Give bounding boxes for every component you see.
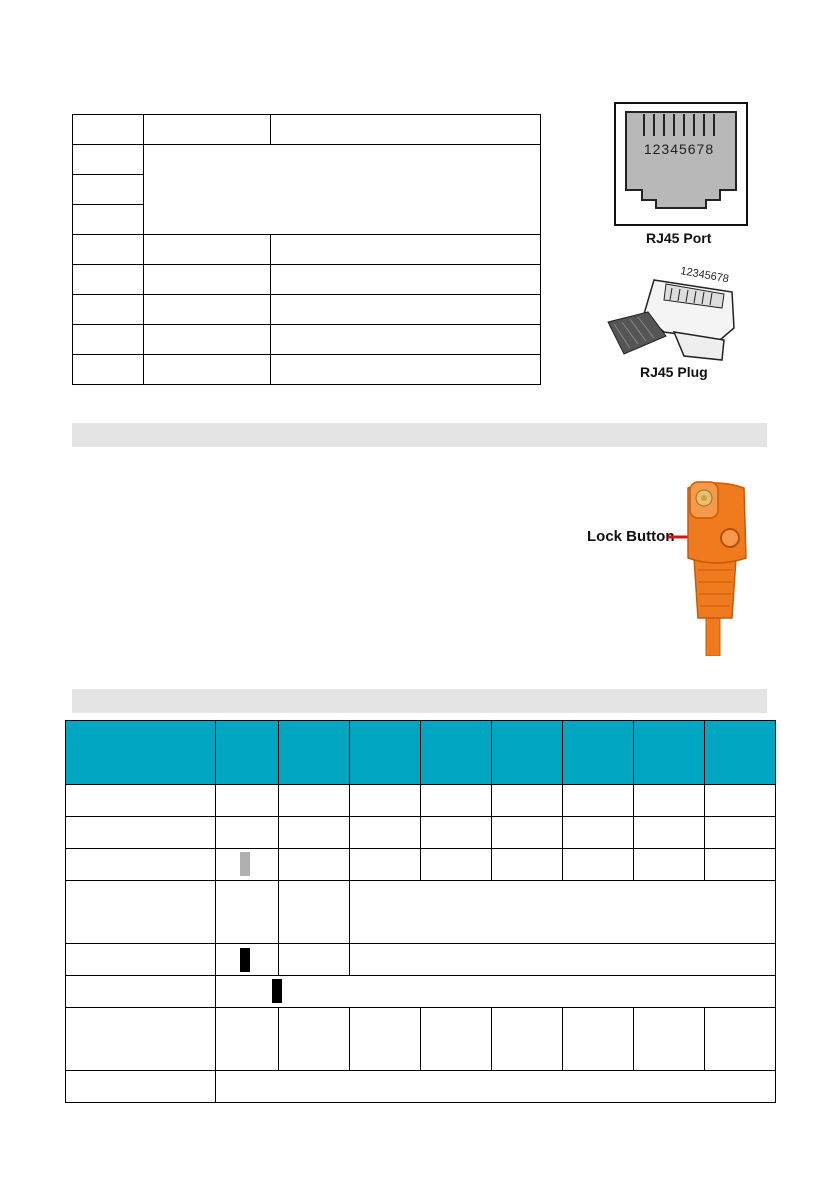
table-cell bbox=[73, 265, 144, 295]
table-cell bbox=[350, 1008, 421, 1071]
merged-cell bbox=[216, 976, 776, 1008]
header-cell bbox=[563, 721, 634, 785]
table-cell bbox=[279, 944, 350, 976]
table-cell bbox=[144, 265, 271, 295]
table-header-row bbox=[66, 721, 776, 785]
table-cell bbox=[279, 849, 350, 881]
table-cell bbox=[73, 235, 144, 265]
table-cell bbox=[216, 1008, 279, 1071]
table-cell bbox=[350, 785, 421, 817]
rj45-plug-drawing bbox=[604, 262, 754, 366]
header-cell bbox=[66, 721, 216, 785]
table-cell bbox=[66, 976, 216, 1008]
table-cell bbox=[421, 785, 492, 817]
header-cell bbox=[421, 721, 492, 785]
table-cell bbox=[73, 115, 144, 145]
table-cell bbox=[216, 849, 279, 881]
table-cell bbox=[73, 325, 144, 355]
table-cell bbox=[144, 295, 271, 325]
header-cell bbox=[705, 721, 776, 785]
table-cell bbox=[66, 1008, 216, 1071]
merged-cell bbox=[350, 944, 776, 976]
table-cell bbox=[705, 785, 776, 817]
table-cell bbox=[144, 355, 271, 385]
table-cell bbox=[216, 881, 279, 944]
lock-button-label: Lock Button bbox=[587, 528, 675, 545]
rj45-port-caption: RJ45 Port bbox=[646, 230, 712, 246]
table-cell bbox=[216, 785, 279, 817]
table-cell bbox=[73, 175, 144, 205]
table-row bbox=[66, 1071, 776, 1103]
table-cell bbox=[73, 205, 144, 235]
merged-cell bbox=[144, 145, 541, 235]
table-cell bbox=[705, 817, 776, 849]
table-row bbox=[66, 944, 776, 976]
table-cell bbox=[73, 295, 144, 325]
gray-marker bbox=[240, 852, 250, 876]
table-cell bbox=[271, 325, 541, 355]
table-cell bbox=[66, 1071, 216, 1103]
rj45-pin-table bbox=[72, 114, 541, 385]
table-cell bbox=[73, 145, 144, 175]
table-cell bbox=[279, 817, 350, 849]
table-cell bbox=[279, 785, 350, 817]
table-cell bbox=[66, 881, 216, 944]
table-cell bbox=[634, 785, 705, 817]
table-cell bbox=[216, 944, 279, 976]
rj45-port-icon bbox=[614, 102, 748, 226]
table-row bbox=[66, 817, 776, 849]
table-cell bbox=[73, 355, 144, 385]
connector-drawing bbox=[680, 478, 760, 656]
port-pin-numbers: 12345678 bbox=[643, 141, 715, 157]
table-cell bbox=[66, 849, 216, 881]
table-cell bbox=[421, 1008, 492, 1071]
table-cell bbox=[634, 1008, 705, 1071]
merged-cell bbox=[216, 1071, 776, 1103]
plug-pin-numbers: 12345678 bbox=[679, 265, 730, 286]
table-cell bbox=[271, 295, 541, 325]
table-cell bbox=[144, 115, 271, 145]
table-cell bbox=[271, 265, 541, 295]
table-cell bbox=[563, 817, 634, 849]
table-cell bbox=[66, 817, 216, 849]
table-cell bbox=[634, 817, 705, 849]
power-connector-icon bbox=[680, 478, 760, 656]
rj45-plug-icon bbox=[604, 262, 754, 366]
table-cell bbox=[271, 235, 541, 265]
table-cell bbox=[563, 785, 634, 817]
table-cell bbox=[66, 944, 216, 976]
spec-table bbox=[65, 720, 776, 1103]
table-cell bbox=[271, 355, 541, 385]
table-cell bbox=[421, 817, 492, 849]
table-cell bbox=[271, 115, 541, 145]
table-cell bbox=[705, 1008, 776, 1071]
black-marker bbox=[272, 979, 282, 1003]
section-header-bar bbox=[72, 423, 767, 447]
merged-cell bbox=[350, 881, 776, 944]
table-cell bbox=[66, 785, 216, 817]
header-cell bbox=[350, 721, 421, 785]
rj45-port-drawing bbox=[616, 104, 746, 224]
black-marker bbox=[240, 948, 250, 972]
table-row bbox=[66, 849, 776, 881]
table-cell bbox=[563, 849, 634, 881]
table-cell bbox=[216, 817, 279, 849]
table-cell bbox=[279, 1008, 350, 1071]
table-cell bbox=[144, 325, 271, 355]
section-header-bar bbox=[72, 689, 767, 713]
table-cell bbox=[492, 849, 563, 881]
table-cell bbox=[279, 881, 350, 944]
table-cell bbox=[350, 849, 421, 881]
table-cell bbox=[492, 1008, 563, 1071]
header-cell bbox=[279, 721, 350, 785]
table-cell bbox=[421, 849, 492, 881]
table-cell bbox=[350, 817, 421, 849]
table-row bbox=[66, 976, 776, 1008]
table-row bbox=[66, 1008, 776, 1071]
table-cell bbox=[492, 785, 563, 817]
table-row bbox=[66, 785, 776, 817]
table-cell bbox=[144, 235, 271, 265]
table-cell bbox=[634, 849, 705, 881]
header-cell bbox=[216, 721, 279, 785]
rj45-plug-caption: RJ45 Plug bbox=[640, 364, 708, 380]
header-cell bbox=[634, 721, 705, 785]
header-cell bbox=[492, 721, 563, 785]
table-cell bbox=[705, 849, 776, 881]
table-cell bbox=[563, 1008, 634, 1071]
table-row bbox=[66, 881, 776, 944]
table-cell bbox=[492, 817, 563, 849]
